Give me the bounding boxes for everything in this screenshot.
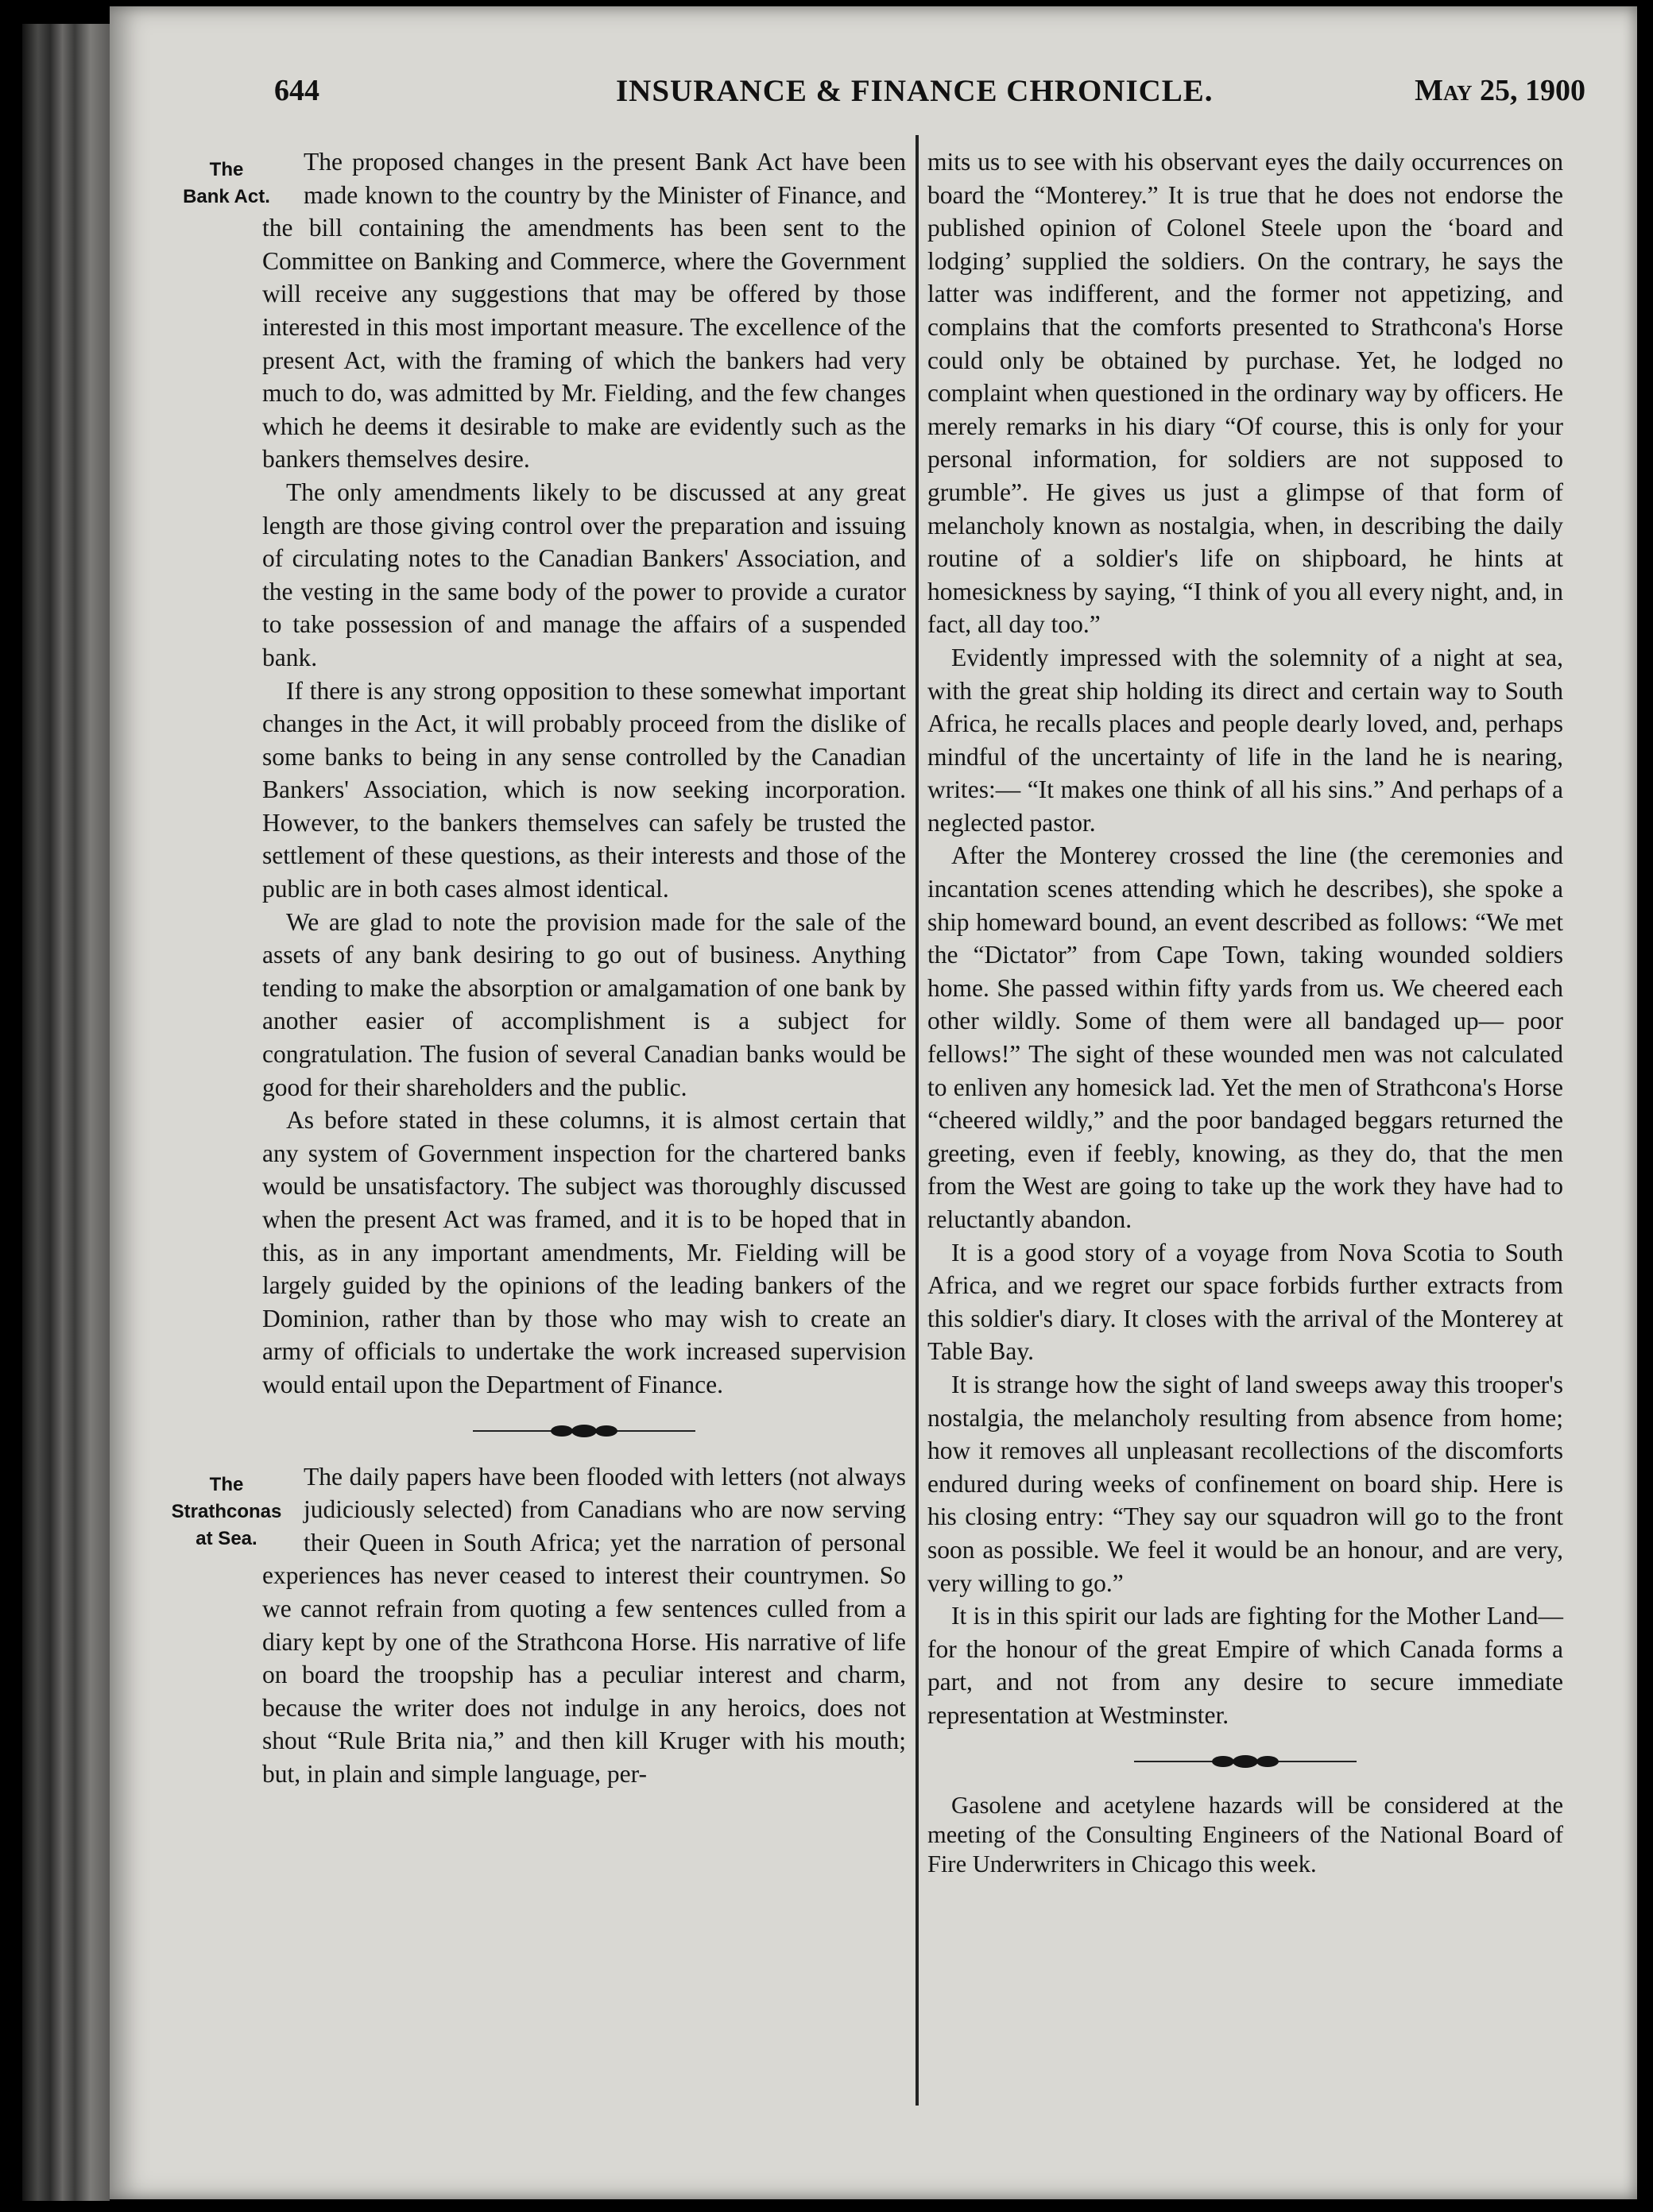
article-strathconas (171, 1460, 906, 1791)
book-page-edges (22, 24, 110, 2201)
article-bank-act (183, 145, 906, 1402)
issue-date: May 25, 1900 (1415, 74, 1585, 107)
paragraph: It is in this spirit our lads are fighting for the Mother Land—for the honour of the great Empire of which Canada forms a part, and not from any desire to secure immediate representation at Westminster. (927, 1602, 1563, 1729)
right-column (927, 145, 1563, 1879)
paragraph: We are glad to note the provision made for the sale of the assets of any bank desiring to go out of business. Anything tending to make the absorption or amalgamation of one bank by another easier of accomplishment is a subject for congratulation. The fusion of several Canadian banks would be good for their shareholders and the public. (262, 907, 906, 1101)
paragraph-continued: mits us to see with his observant eyes the daily occurrences on board the “Monterey.” It is true that he does not endorse the published opinion of Colonel Steele upon the ‘board and lodging’ supplied the soldiers. On the contrary, he says the latter was indifferent, and the former not appetizing, and complains that the comforts presented to Strathcona's Horse could only be obtained by purchase. Yet, he lodged no complaint when questioned in the ordinary way by officers. He merely remarks in his diary “Of course, this is only for your personal information, for soldiers are not supposed to grumble”. He gives us just a glimpse of that form of melancholy known as nostalgia, when, in describing the daily routine of a soldier's life on shipboard, he hints at homesickness by saying, “I think of you all every night, and, in fact, all day too.” (927, 148, 1563, 639)
paragraph: The only amendments likely to be discussed at any great length are those giving control over the preparation and issuing of circulating notes to the Canadian Bankers' Association, and the vesting in the same body of the power to provide a curator to take possession of and manage the affairs of a suspended bank. (262, 478, 906, 671)
side-head-line: Bank Act. (183, 186, 270, 207)
paragraph: As before stated in these columns, it is almost certain that any system of Government inspection for the chartered banks would be unsatisfactory. The subject was thoroughly discussed when the present Act was framed, and it is to be hoped that in this, as in any important amendments, Mr. Fielding will be largely guided by the opinions of the leading bankers of the Dominion, rather than by those who may wish to create an army of officials to undertake the work increased supervision would entail upon the Department of Finance. (262, 1106, 906, 1398)
paragraph: Evidently impressed with the solemnity of a night at sea, with the great ship holding its direct and certain way to South Africa, he recalls places and people dearly loved, and, perhaps mindful of the uncertainty of life in the land he is nearing, writes:— “It makes one think of all his sins.” And perhaps of a neglected pastor. (927, 643, 1563, 837)
paragraph: It is a good story of a voyage from Nova Scotia to South Africa, and we regret our space forbids further extracts from this soldier's diary. It closes with the arrival of the Monterey at Table Bay. (927, 1238, 1563, 1366)
side-head-line: The (209, 159, 244, 180)
paragraph: It is strange how the sight of land sweeps away this trooper's nostalgia, the melancholy resulting from absence from home; how it removes all unpleasant recollections of the discomforts endured during weeks of confinement on board ship. Here is his closing entry: “They say our squadron will go to the front soon as possible. We feel it would be an honour, and are very, very willing to go.” (927, 1370, 1563, 1597)
left-column (171, 145, 906, 1791)
column-rule (916, 135, 919, 2106)
side-head-line: Strathconas (171, 1500, 282, 1522)
side-head-line: The (209, 1473, 244, 1495)
side-head-bank-act (159, 157, 294, 211)
news-note: Gasolene and acetylene hazards will be considered at the meeting of the Consulting Engineers of the National Board of Fire Underwriters in Chicago this week. (927, 1791, 1563, 1877)
paragraph: The proposed changes in the present Bank Act have been made known to the country by the Minister of Finance, and the bill containing the amendments has been sent to the Committee on Banking and Commerce, where the Government will receive any suggestions that may be offered by those interested in this most important measure. The excellence of the present Act, with the framing of which the bankers had very much to do, was admitted by Mr. Fielding, and the few changes which he deems it desirable to make are evidently such as the bankers themselves desire. (262, 148, 906, 474)
section-divider-ornament (1134, 1753, 1357, 1770)
running-head (274, 73, 1585, 121)
section-divider-ornament (473, 1422, 695, 1440)
side-head-strathconas (159, 1471, 294, 1553)
paragraph: After the Monterey crossed the line (the ceremonies and incantation scenes attending which he describes), she spoke a ship homeward bound, an event described as follows: “We met the “Dictator” from Cape Town, taking wounded soldiers home. She passed within fifty yards from us. We cheered each other wildly. Some of them were all bandaged up— poor fellows!” The sight of these wounded men was not calculated to enliven any homesick lad. Yet the men of Strathcona's Horse “cheered wildly,” and the poor bandaged beggars returned the greeting, even if feebly, knowing, as they do, that the men from the West are going to take up the work they have had to reluctantly abandon. (927, 841, 1563, 1233)
side-head-line: at Sea. (195, 1527, 257, 1549)
paragraph: The daily papers have been flooded with letters (not always judiciously selected) from Canadians who are now serving their Queen in South Africa; yet the narration of personal experiences has never ceased to interest their countrymen. So we cannot refrain from quoting a few sentences culled from a diary kept by one of the Strathcona Horse. His narrative of life on board the troopship has a peculiar interest and charm, because the writer does not indulge in any heroics, does not shout “Rule Brita nia,” and then kill Kruger with his mouth; but, in plain and simple language, per- (262, 1462, 906, 1788)
paragraph: If there is any strong opposition to these somewhat important changes in the Act, it will probably proceed from the dislike of some banks to being in any sense controlled by the Canadian Bankers' Association, which is now seeking incorporation. However, to the bankers themselves can safely be trusted the settlement of these questions, as their interests and those of the public are in both cases almost identical. (262, 676, 906, 903)
publication-title: INSURANCE & FINANCE CHRONICLE. (616, 74, 1214, 108)
page-number: 644 (274, 74, 319, 107)
